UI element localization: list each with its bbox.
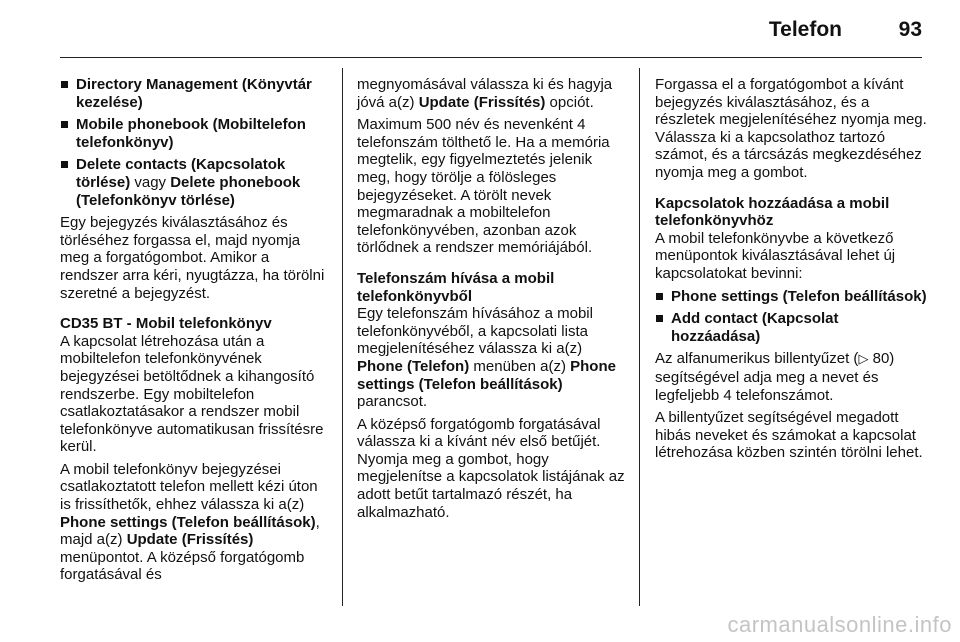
text: Egy telefonszám hívásához a mobil telefonkönyvéből, a kapcsolati lista megjelenítéséhez válassza ki a(z): [357, 305, 593, 358]
paragraph: [655, 350, 927, 404]
column-divider-1: [342, 68, 343, 606]
paragraph: [357, 305, 629, 411]
text: parancsot.: [357, 393, 428, 411]
page-header: [0, 0, 960, 58]
menu-term: Directory Management (Könyvtár kezelése): [76, 76, 312, 111]
column-3: [655, 76, 927, 467]
menu-term: Phone settings (Telefon beállítások): [671, 287, 927, 305]
text: , majd a(z): [60, 513, 320, 549]
list-item: [655, 310, 927, 345]
bullet-square-icon: [656, 315, 663, 322]
text: vagy: [130, 173, 171, 191]
column-1: [60, 76, 330, 589]
list-item: [655, 288, 927, 306]
page-reference: 80) segítségével adja meg a nevet és legfeljebb 4 telefonszámot.: [655, 350, 895, 404]
menu-term: Delete phonebook (Telefonkönyv törlése): [76, 173, 301, 209]
column-2: [357, 76, 629, 526]
column-divider-2: [639, 68, 640, 606]
menu-term: Phone settings (Telefon beállítások): [60, 513, 316, 531]
paragraph: [357, 76, 629, 111]
text: menüpontot. A középső forgatógomb forgatásával és: [60, 548, 305, 584]
text: menüben a(z): [469, 357, 571, 375]
menu-term: Mobile phonebook (Mobiltelefon telefonkönyv): [76, 116, 306, 151]
paragraph: Maximum 500 név és nevenként 4 telefonszám tölthető le. Ha a memória megtelik, egy figyelmeztetés jelenik meg, hogy törölje a fölösleges bejegyzéseket. A törölt nevek megmaradnak a mobiltelefon telefonkönyvében, azonban azok törlődnek a rendszer memóriájából.: [357, 116, 610, 257]
menu-term: Delete contacts (Kapcsolatok törlése): [76, 156, 286, 191]
paragraph: A billentyűzet segítségével megadott hibás neveket és számokat a kapcsolat létrehozása közben szintén törölni lehet.: [655, 409, 923, 462]
page-reference-arrow-icon: ▷: [858, 352, 869, 368]
bullet-square-icon: [61, 81, 68, 88]
text: Az alfanumerikus billentyűzet (: [655, 350, 859, 368]
header-divider: [60, 57, 922, 58]
page-number: 93: [898, 18, 922, 41]
page-title: Telefon: [768, 18, 842, 41]
bullet-square-icon: [61, 121, 68, 128]
section-heading: Telefonszám hívása a mobil telefonkönyvből: [357, 269, 555, 305]
paragraph: A középső forgatógomb forgatásával válassza ki a kívánt név első betűjét. Nyomja meg a gombot, hogy megjelenítse a kapcsolatok listájának az adott betűt tartalmazó részét, ha alkalmazható.: [357, 415, 625, 521]
menu-term: Phone settings (Telefon beállítások): [357, 357, 616, 393]
section-heading: CD35 BT - Mobil telefonkönyv: [60, 315, 272, 333]
menu-term: Update (Frissítés): [126, 531, 254, 549]
list-item: [60, 76, 330, 111]
paragraph: A mobil telefonkönyvbe a következő menüpontok kiválasztásával lehet új kapcsolatokat bevinni:: [655, 229, 896, 282]
menu-term: Update (Frissítés): [418, 93, 546, 111]
paragraph: [60, 461, 330, 584]
text: opciót.: [545, 93, 594, 111]
menu-term: Phone (Telefon): [357, 357, 470, 375]
list-item: [60, 116, 330, 151]
text: megnyomásával válassza ki és hagyja jóvá a(z): [357, 76, 613, 111]
paragraph: Egy bejegyzés kiválasztásához és törléséhez forgassa el, majd nyomja meg a forgatógombot. Amikor a rendszer arra kéri, nyugtázza, ha törölni szeretné a bejegyzést.: [60, 214, 325, 302]
list-item: [60, 156, 330, 209]
section-heading: Kapcsolatok hozzáadása a mobil telefonkönyvhöz: [655, 194, 890, 230]
bullet-square-icon: [656, 293, 663, 300]
menu-term: Add contact (Kapcsolat hozzáadása): [671, 310, 839, 345]
bullet-square-icon: [61, 161, 68, 168]
text: A mobil telefonkönyv bejegyzései csatlakoztatott telefon mellett kézi úton is frissíthetők, ehhez válassza ki a(z): [60, 460, 318, 514]
paragraph: A kapcsolat létrehozása után a mobiltelefon telefonkönyvének bejegyzései betöltődnek a kihangosító rendszerbe. Egy mobiltelefon csatlakoztatásakor a rendszer mobil telefonkönyve automatikusan frissítésre kerül.: [60, 332, 324, 456]
paragraph: Forgassa el a forgatógombot a kívánt bejegyzés kiválasztásához, és a részletek megjelenítéséhez nyomja meg. Válassza ki a kapcsolathoz tartozó számot, és a tárcsázás megkezdéséhez nyomja meg a gombot.: [655, 76, 927, 181]
watermark: carmanualsonline.info: [727, 612, 952, 637]
